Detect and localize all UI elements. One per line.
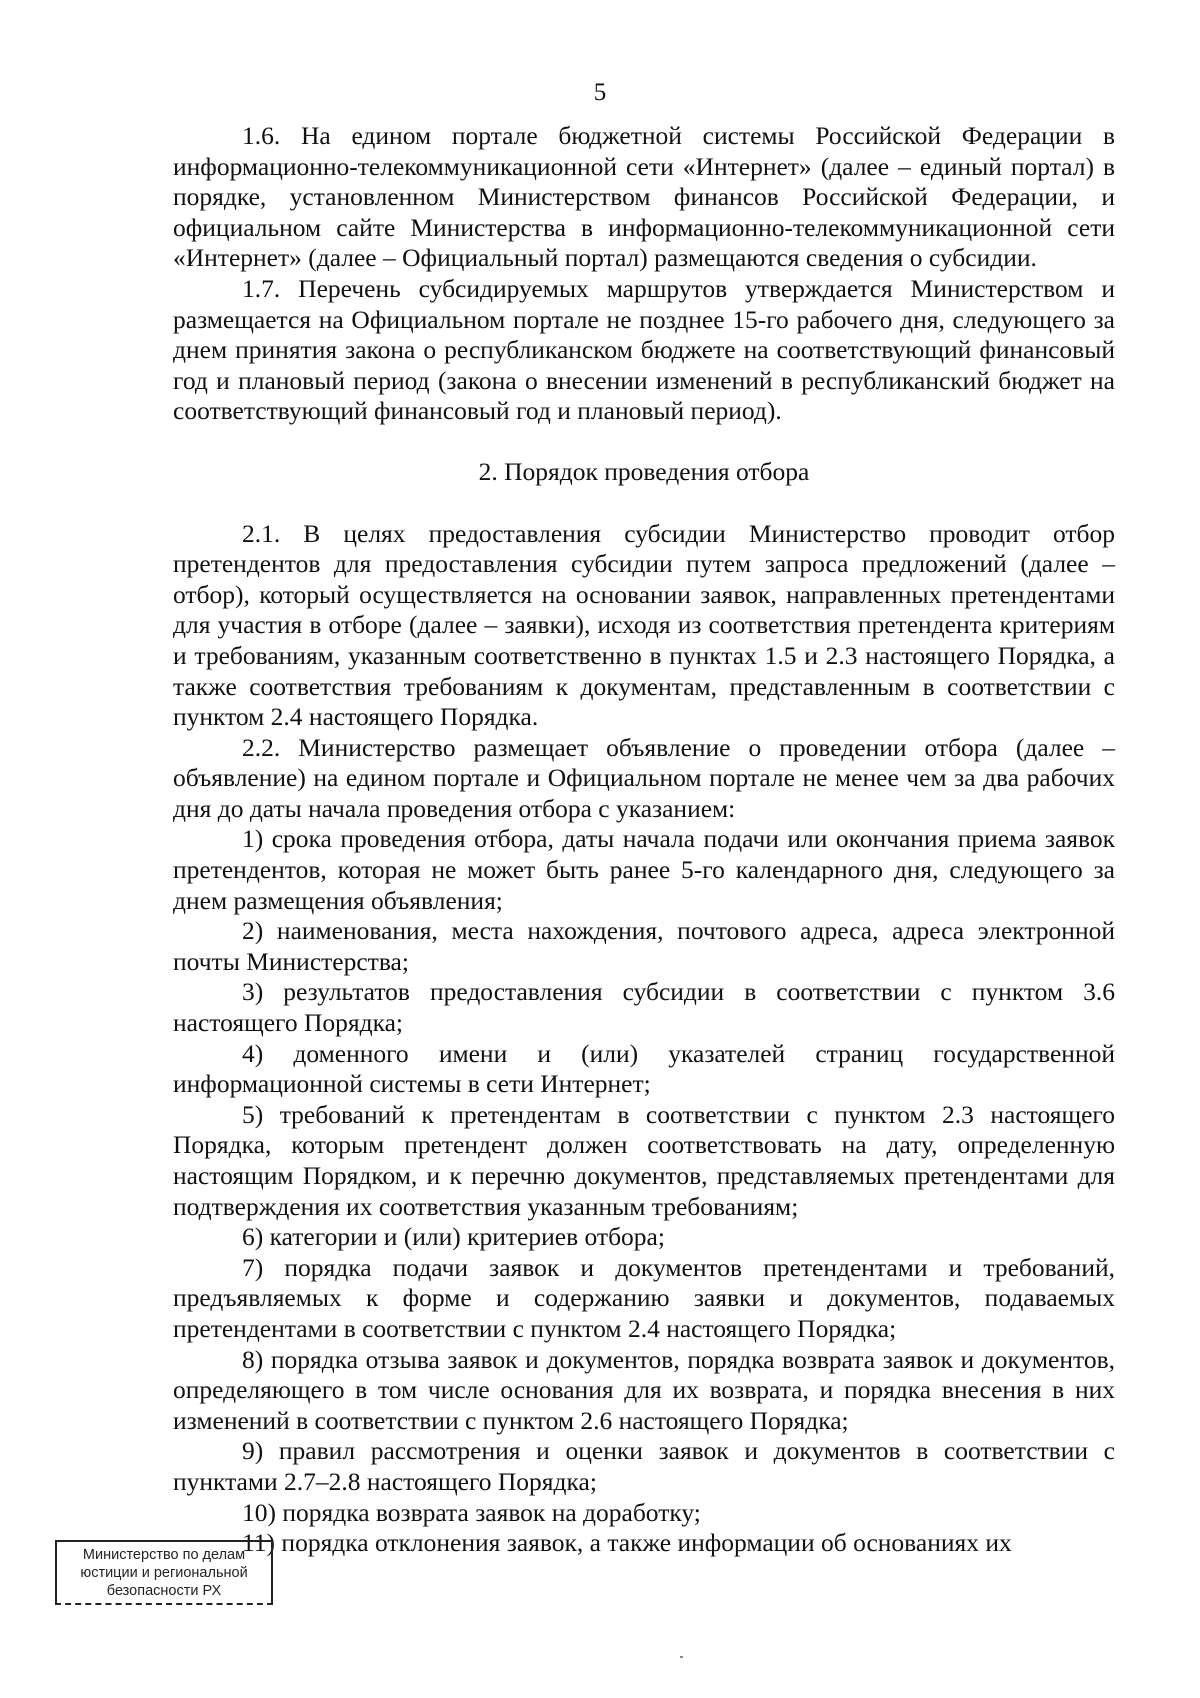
list-item-9: 9) правил рассмотрения и оценки заявок и документов в соответствии с пунктами 2.7–2.8 настоящего Порядка; bbox=[173, 1436, 1115, 1496]
list-item-3: 3) результатов предоставления субсидии в соответствии с пунктом 3.6 настоящего Порядка; bbox=[173, 977, 1115, 1038]
stamp-line-2: юстиции и региональной bbox=[80, 1565, 248, 1581]
list-item-8: 8) порядка отзыва заявок и документов, порядка возврата заявок и документов, определяющего в том числе основания для их возврата, и порядка внесения в них изменений в соответствии с пунктом 2.6 настоящего Порядка; bbox=[173, 1344, 1115, 1435]
list-item-1: 1) срока проведения отбора, даты начала подачи или окончания приема заявок претендентов, которая не может быть ранее 5-го календарного дня, следующего за днем размещения объявления; bbox=[173, 824, 1115, 915]
list-item-11: 11) порядка отклонения заявок, а также информации об основаниях их bbox=[242, 1528, 1012, 1558]
paragraph-2-2: 2.2. Министерство размещает объявление о проведении отбора (далее – объявление) на едином портале и Официальном портале не менее чем за два рабочих дня до даты начала проведения отбора с указанием: bbox=[173, 732, 1115, 823]
list-item-10: 10) порядка возврата заявок на доработку; bbox=[242, 1497, 701, 1527]
page-number: 5 bbox=[593, 79, 607, 106]
scan-speck bbox=[680, 1656, 683, 1658]
stamp-line-1: Министерство по делам bbox=[82, 1547, 246, 1563]
section-heading: 2. Порядок проведения отбора bbox=[478, 456, 810, 486]
stamp-line-3: безопасности РХ bbox=[106, 1583, 222, 1599]
paragraph-1-7: 1.7. Перечень субсидируемых маршрутов утверждается Министерством и размещается на Официальном портале не позднее 15-го рабочего дня, следующего за днем принятия закона о республиканском бюджете на соответствующий финансовый год и плановый период (закона о внесении изменений в республиканский бюджет на соответствующий финансовый год и плановый период). bbox=[173, 273, 1115, 426]
paragraph-2-1: 2.1. В целях предоставления субсидии Министерство проводит отбор претендентов для предоставления субсидии путем запроса предложений (далее – отбор), который осуществляется на основании заявок, направленных претендентами для участия в отборе (далее – заявки), исходя из соответствия претендента критериям и требованиям, указанным соответственно в пунктах 1.5 и 2.3 настоящего Порядка, а также соответствия требованиям к документам, представленным в соответствии с пунктом 2.4 настоящего Порядка. bbox=[173, 518, 1115, 732]
paragraph-1-6: 1.6. На едином портале бюджетной системы Российской Федерации в информационно-телекоммуникационной сети «Интернет» (далее – единый портал) в порядке, установленном Министерством финансов Российской Федерации, и официальном сайте Министерства в информационно-телекоммуникационной сети «Интернет» (далее – Официальный портал) размещаются сведения о субсидии. bbox=[173, 121, 1115, 273]
list-item-2: 2) наименования, места нахождения, почтового адреса, адреса электронной почты Министерства; bbox=[173, 916, 1115, 976]
list-item-7: 7) порядка подачи заявок и документов претендентами и требований, предъявляемых к форме и содержанию заявки и документов, подаваемых претендентами в соответствии с пунктом 2.4 настоящего Порядка; bbox=[173, 1252, 1115, 1343]
list-item-5: 5) требований к претендентам в соответствии с пунктом 2.3 настоящего Порядка, которым претендент должен соответствовать на дату, определенную настоящим Порядком, и к перечню документов, представляемых претендентами для подтверждения их соответствия указанным требованиям; bbox=[173, 1099, 1115, 1221]
ministry-stamp bbox=[55, 1540, 273, 1605]
list-item-6: 6) категории и (или) критериев отбора; bbox=[242, 1222, 665, 1252]
document-body bbox=[173, 121, 1115, 1559]
list-item-4: 4) доменного имени и (или) указателей страниц государственной информационной системы в сети Интернет; bbox=[173, 1038, 1115, 1099]
